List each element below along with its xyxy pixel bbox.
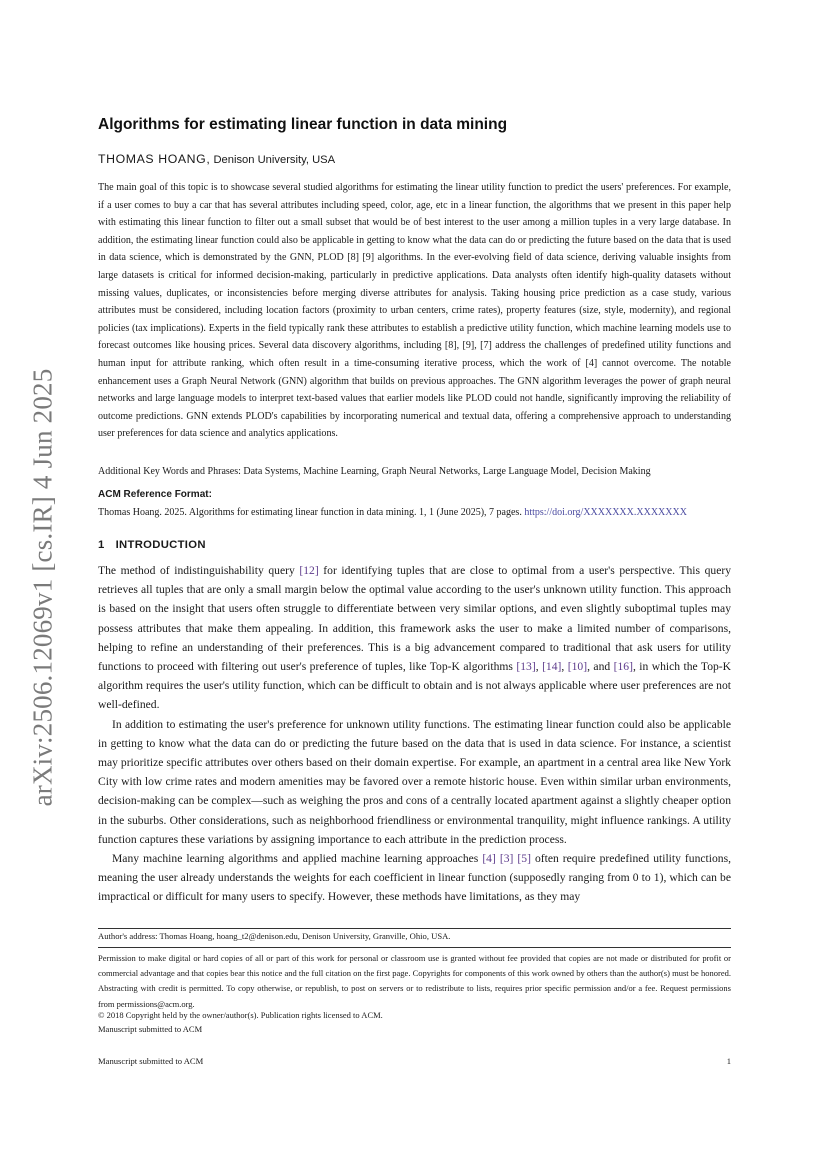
citation-link[interactable]: [13] xyxy=(516,660,536,674)
author-line xyxy=(98,152,335,166)
citation-link[interactable]: [4] xyxy=(482,852,496,866)
introduction-body xyxy=(98,561,731,907)
section-title: INTRODUCTION xyxy=(115,539,206,551)
text-run: , and xyxy=(587,660,614,674)
arxiv-stamp xyxy=(20,357,66,817)
permission-notice: Permission to make digital or hard copies of all or part of this work for personal or classroom use is granted without fee provided that copies are not made or distributed for profit or commercial advantage and that copies bear this notice and the full citation on the first page. Copyrights for components of this work owned by others than the author(s) must be honored. Abstracting with credit is permitted. To copy otherwise, or republish, to post on servers or to redistribute to lists, requires prior specific permission and/or a fee. Request permissions from permissions@acm.org. xyxy=(98,953,731,1009)
text-run: , in which the Top-K algorithm requires the user's utility function, which can be difficult to obtain and is not always applicable where user preferences are not well-defined. xyxy=(98,660,732,712)
acm-reference-heading: ACM Reference Format: xyxy=(98,489,212,500)
acm-reference-citation: Thomas Hoang. 2025. Algorithms for estimating linear function in data mining. 1, 1 (June 2025), 7 pages. xyxy=(98,507,525,518)
arxiv-identifier: arXiv:2506.12069v1 [cs.IR] 4 Jun 2025 xyxy=(27,368,58,806)
author-affiliation: Denison University, USA xyxy=(210,154,336,166)
footnote-divider xyxy=(98,947,731,948)
page-footer-text: Manuscript submitted to ACM xyxy=(98,1056,204,1066)
citation-link[interactable]: [10] xyxy=(567,660,588,674)
text-run: , xyxy=(561,660,568,674)
copyright-notice: © 2018 Copyright held by the owner/author(s). Publication rights licensed to ACM. xyxy=(98,1010,383,1020)
paragraph xyxy=(98,561,731,715)
page-number: 1 xyxy=(726,1056,731,1066)
manuscript-note: Manuscript submitted to ACM xyxy=(98,1024,203,1034)
text-run: , xyxy=(535,660,543,674)
citation-link[interactable]: [12] xyxy=(299,564,319,577)
citation-link[interactable]: [3] xyxy=(499,852,514,866)
author-address-footnote: Author's address: Thomas Hoang, hoang_t2@denison.edu, Denison University, Granville, Ohio, USA. xyxy=(98,931,451,941)
text-run: for identifying tuples that are close to optimal from a user's perspective. This query retrieves all tuples that are only a small margin below the optimal value according to the user's unknown utility function. This approach is based on the insight that users often struggle to differentiate between very similar options, and even slightly suboptimal tuples may possess attributes that make them appealing. In addition, this framework asks the user to make a limited number of comparisons, helping to refine an understanding of their preferences. This is a big advancement compared to traditional that ask users for utility functions to proceed with filtering out user's preference of tuples, like Top-K algorithms xyxy=(98,564,731,674)
keywords: Additional Key Words and Phrases: Data Systems, Machine Learning, Graph Neural Networks, Large Language Model, Decision Making xyxy=(98,466,651,477)
footnote-divider xyxy=(98,928,731,929)
text-run: Many machine learning algorithms and applied machine learning approaches xyxy=(112,852,483,866)
abstract: The main goal of this topic is to showcase several studied algorithms for estimating the linear utility function to predict the users' preferences. For example, if a user comes to buy a car that has several attributes including speed, color, age, etc in a linear function, the algorithms that we present in this paper help with estimating this linear function to filter out a small subset that would be of best interest to the user among a million tuples in a very large database. In addition, the estimating linear function could also be applicable in getting to know what the data can do or predicting the future based on the data that is used in data science, which is demonstrated by the GNN, PLOD [8] [9] algorithms. In the ever-evolving field of data science, deriving valuable insights from large datasets is critical for informed decision-making, particularly in predictive applications. Data analysts often identify high-quality datasets without missing values, duplicates, or inconsistencies before merging diverse attributes for analysis. Taking housing price prediction as a case study, various attributes must be considered, including location factors (proximity to urban centers, crime rates), property features (size, style, modernity), and regional policies (tax implications). Experts in the field typically rank these attributes to establish a predictive utility function, which machine learning models use to forecast outcomes like housing prices. Several data discovery algorithms, including [8], [9], [7] address the challenges of predefined utility functions and human input for attribute ranking, which often result in a time-consuming iterative process, which the work of [4] cannot overcome. The notable enhancement uses a Graph Neural Network (GNN) algorithm that builds on previous approaches. The GNN algorithm leverages the power of graph neural networks and large language models to interpret text-based values that earlier models like PLOD could not handle, significantly improving the reliability of outcome predictions. GNN extends PLOD's capabilities by incorporating numerical and textual data, offering a comprehensive approach to understanding user preferences for data science and analytics applications. xyxy=(98,182,731,440)
paper-title: Algorithms for estimating linear function in data mining xyxy=(98,116,508,133)
paragraph xyxy=(98,849,731,907)
paragraph: In addition to estimating the user's preference for unknown utility functions. The estimating linear function could also be applicable in getting to know what the data can do or predicting the future based on the data that is used in data science. For instance, a scientist may prioritize specific attributes over others based on their domain expertise. For example, an apartment in a central area like New York City with low crime rates and modern amenities may be favored over a remote historic house. Even within similar urban environments, decision-making can be complex—such as weighing the pros and cons of a centrally located apartment against a slightly cheaper option in the suburbs. Other considerations, such as neighborhood friendliness or environmental tranquility, might influence rankings. A utility function captures these variations by assigning importance to each attribute in the prediction process. xyxy=(98,717,731,846)
section-heading-introduction xyxy=(98,539,206,551)
citation-link[interactable]: [14] xyxy=(542,660,562,674)
author-name: THOMAS HOANG, xyxy=(98,152,211,166)
acm-reference-text xyxy=(98,507,687,518)
citation-link[interactable]: [16] xyxy=(613,660,633,674)
doi-link[interactable]: https://doi.org/XXXXXXX.XXXXXXX xyxy=(524,507,687,518)
section-number: 1 xyxy=(98,539,105,551)
text-run: often require predefined utility functions, meaning the user already understands the weights for each coefficient in linear function (supposedly ranging from 0 to 1), which can be impractical or difficult for many users to specify. However, these methods have limitations, as they may xyxy=(98,852,731,904)
citation-link[interactable]: [5] xyxy=(517,852,531,866)
text-run: The method of indistinguishability query xyxy=(98,564,300,577)
